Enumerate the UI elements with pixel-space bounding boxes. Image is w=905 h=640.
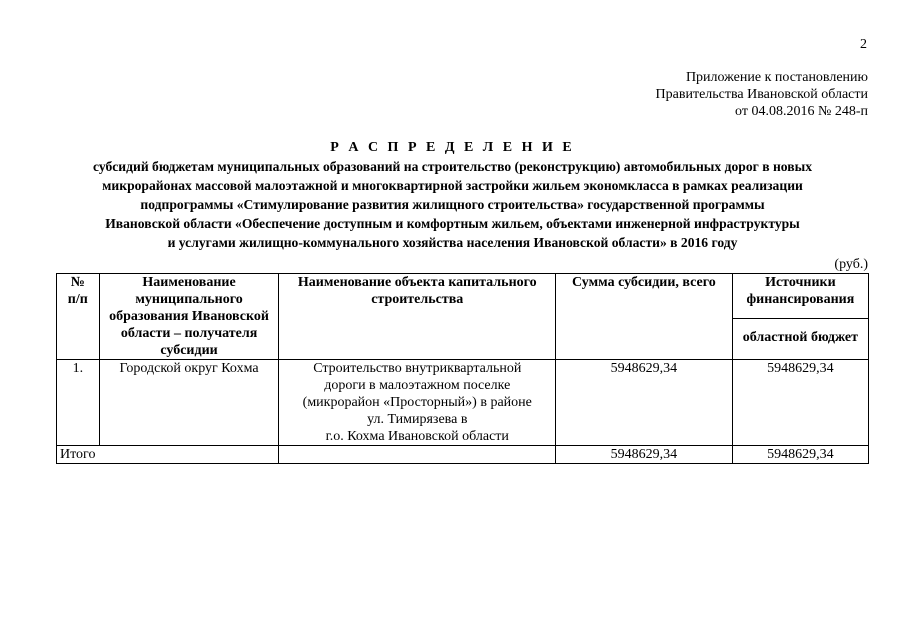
row-object-line: г.о. Кохма Ивановской области — [325, 429, 509, 444]
header-municipality-line: Наименование — [142, 275, 236, 290]
row-regional-budget: 5948629,34 — [732, 360, 868, 446]
heading-line-3: подпрограммы «Стимулирование развития жилищного строительства» государственной программы — [140, 197, 765, 212]
heading-line-5: и услугами жилищно-коммунального хозяйства населения Ивановской области» в 2016 году — [167, 235, 738, 250]
table-row — [57, 360, 869, 446]
total-label: Итого — [57, 446, 279, 464]
row-object-line: (микрорайон «Просторный») в районе — [302, 395, 532, 410]
header-sources-line: Источники — [765, 275, 836, 290]
currency-unit: (руб.) — [834, 257, 868, 272]
row-sum: 5948629,34 — [556, 360, 733, 446]
document-title: Р А С П Р Е Д Е Л Е Н И Е — [330, 140, 575, 155]
total-empty-cell — [279, 446, 556, 464]
header-object-line: строительства — [371, 292, 464, 307]
row-object-line: ул. Тимирязева в — [367, 412, 468, 427]
header-sum: Сумма субсидии, всего — [556, 274, 733, 360]
table-total-row — [57, 446, 869, 464]
table-header-row — [57, 274, 869, 319]
total-regional-budget: 5948629,34 — [732, 446, 868, 464]
row-object-line: дороги в малоэтажном поселке — [324, 378, 511, 393]
row-object — [279, 360, 556, 446]
heading-line-1: субсидий бюджетам муниципальных образований на строительство (реконструкцию) автомобильных дорог в новых — [92, 159, 812, 174]
header-municipality-line: образования Ивановской — [109, 309, 269, 324]
row-municipality: Городской округ Кохма — [99, 360, 279, 446]
heading-line-2: микрорайонах массовой малоэтажной и многоквартирной застройки жильем экономкласса в рамках реализации — [102, 178, 803, 193]
header-regional-budget: областной бюджет — [732, 318, 868, 359]
header-num — [57, 274, 100, 360]
appendix-line-3: от 04.08.2016 № 248-п — [735, 104, 868, 119]
row-object-line: Строительство внутриквартальной — [313, 361, 522, 376]
header-municipality-line: субсидии — [160, 343, 218, 358]
header-municipality — [99, 274, 279, 360]
header-object-line: Наименование объекта капитального — [297, 275, 537, 290]
header-municipality-line: муниципального — [135, 292, 243, 307]
appendix-line-2: Правительства Ивановской области — [655, 87, 868, 102]
heading-line-4: Ивановской области «Обеспечение доступным и комфортным жильем, объектами инженерной инфраструктуры — [105, 216, 800, 231]
header-object — [279, 274, 556, 360]
appendix-line-1: Приложение к постановлению — [685, 70, 868, 85]
page-number: 2 — [860, 37, 867, 52]
row-num: 1. — [57, 360, 100, 446]
document-heading — [40, 138, 865, 252]
header-sources — [732, 274, 868, 319]
appendix-reference — [656, 69, 868, 120]
header-num-line: п/п — [67, 292, 88, 307]
distribution-table — [56, 273, 869, 464]
total-sum: 5948629,34 — [556, 446, 733, 464]
header-sources-line: финансирования — [746, 292, 855, 307]
header-municipality-line: области – получателя — [120, 326, 258, 341]
header-num-line: № — [70, 275, 85, 290]
